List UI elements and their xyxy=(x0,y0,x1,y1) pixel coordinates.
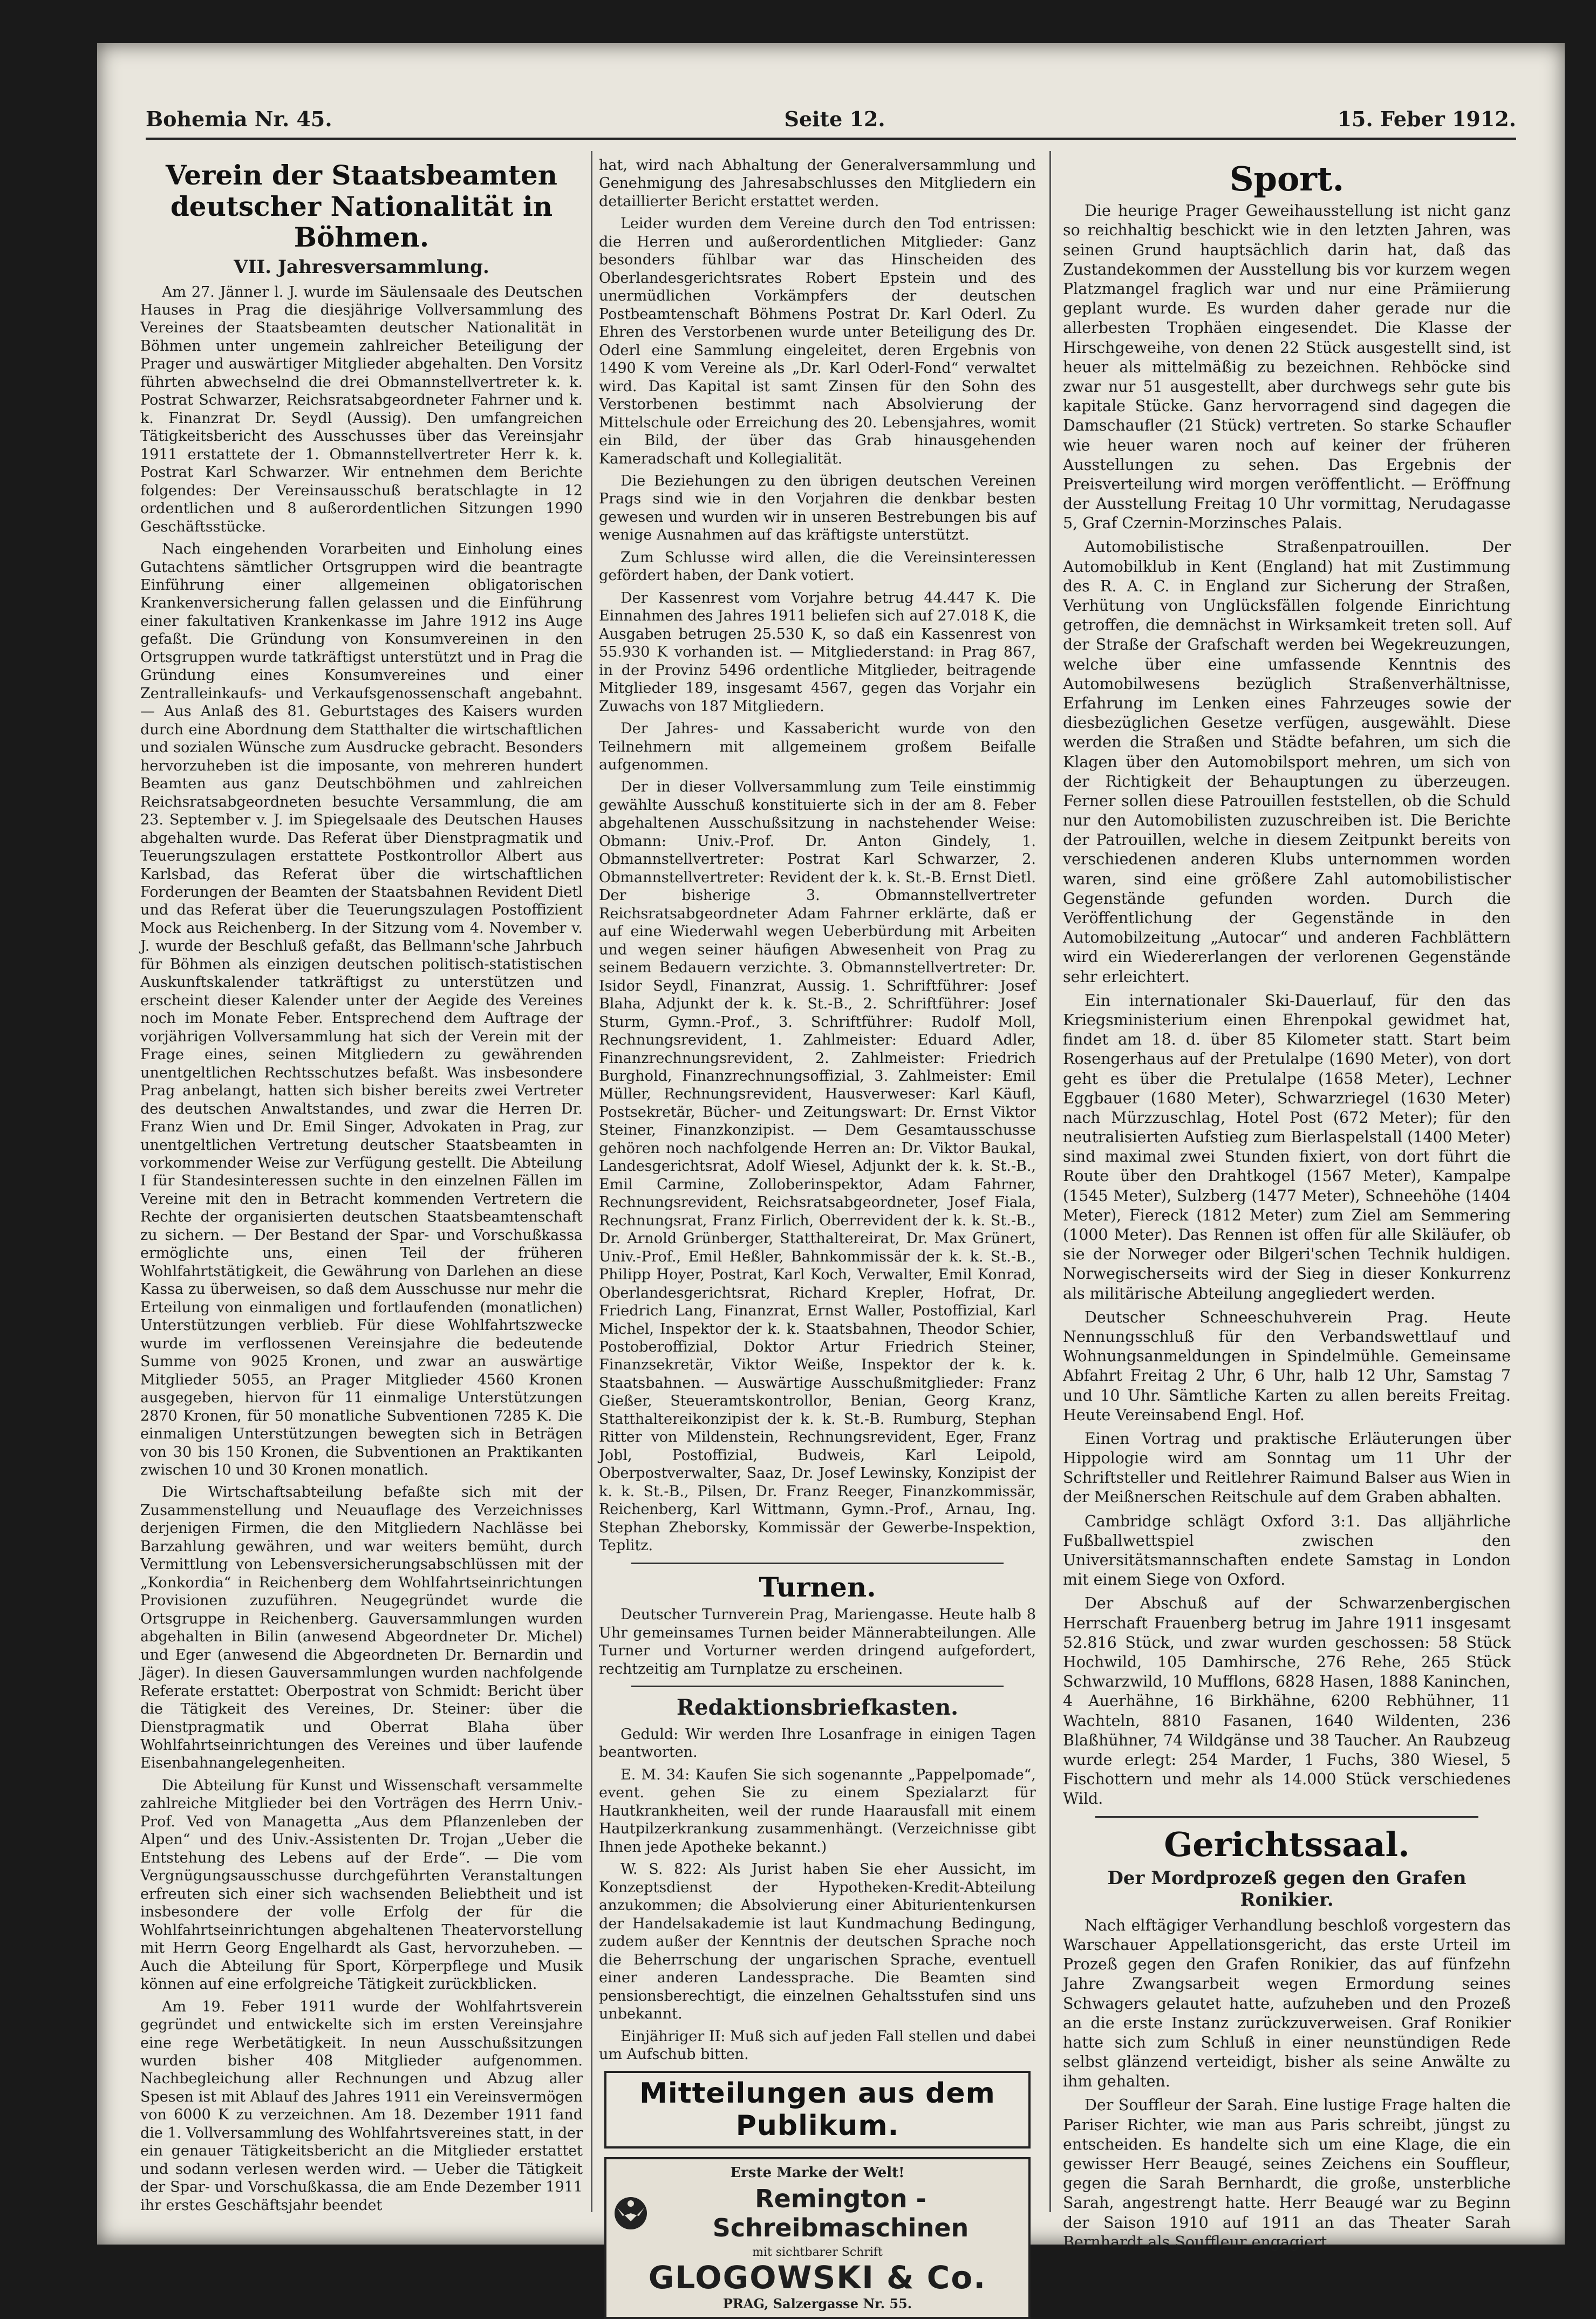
paragraph: Die Abteilung für Kunst und Wissenschaft versammelte zahlreiche Mitglieder bei den Vorträgen des Herrn Univ.-Prof. Ved von Managetta „Aus dem Pflanzenleben der Alpen“ und des Univ.-Assistenten Dr. Trojan „Ueber die Entstehung des Lebens auf der Erde“. — Die vom Vergnügungsausschusse durchgeführten Veranstaltungen erfreuten sich einer sich wachsenden Beliebtheit und ist insbesondere der volle Erfolg der für die Wohlfahrtseinrichtungen abgehaltenen Theatervorstellung mit Herrn Georg Engelhardt als Gast, hervorzuheben. — Auch die Abteilung für Sport, Körperpflege und Musik können auf eine erfolgreiche Tätigkeit zurückblicken. xyxy=(140,1777,583,1993)
ad-company: GLOGOWSKI & Co. xyxy=(648,2259,987,2296)
paragraph: Deutscher Turnverein Prag, Mariengasse. Heute halb 8 Uhr gemeinsames Turnen beider Männerabteilungen. Alle Turner und Vorturner werden dringend aufgefordert, rechtzeitig am Turnplatze zu erscheinen. xyxy=(599,1606,1036,1677)
page-header xyxy=(146,100,1516,140)
paragraph: Am 27. Jänner l. J. wurde im Säulensaale des Deutschen Hauses in Prag die diesjährige Vollversammlung des Vereines der Staatsbeamten deutscher Nationalität in Böhmen unter ungemein zahlreicher Beteiligung der Prager und auswärtiger Mitglieder abgehalten. Den Vorsitz führten abwechselnd die drei Obmannstellvertreter k. k. Postrat Schwarzer, Reichsratsabgeordneter Fahrner und k. k. Finanzrat Dr. Seydl (Aussig). Den umfangreichen Tätigkeitsbericht des Ausschusses über das Vereinsjahr 1911 erstattete der 1. Obmannstellvertreter Herr k. k. Postrat Karl Schwarzer. Wir entnehmen dem Berichte folgendes: Der Vereinsausschuß beratschlagte in 12 ordentlichen und 8 außerordentlichen Sitzungen 1990 Geschäftsstücke. xyxy=(140,283,583,535)
ad-feature: mit sichtbarer Schrift xyxy=(752,2246,883,2260)
section-title-sport: Sport. xyxy=(1229,159,1345,199)
paragraph: Die Wirtschaftsabteilung befaßte sich mit der Zusammenstellung und Neuauflage des Verzeichnisses derjenigen Firmen, die den Mitgliedern Nachlässe bei Barzahlung gewähren, und war weiters bemüht, durch Vermittlung von Lebensversicherungsabschlüssen mit der „Konkordia“ in Reichenberg dem Wohlfahrtseinrichtungen Provisionen zuzuführen. Neugegründet wurde die Ortsgruppe in Reichenberg. Gauversammlungen wurden abgehalten in Bilin (anwesend Abgeordneter Dr. Michel) und Eger (anwesend die Abgeordneten Dr. Bernardin und Jäger). In diesen Gauversammlungen wurden nachfolgende Referate erstattet: Oberpostrat von Schmidt: Bericht über die Tätigkeit des Vereines, Dr. Steiner: über die Dienstpragmatik und Oberrat Blaha über Wohlfahrtseinrichtungen des Vereines und über laufende Eisenbahnangelegenheiten. xyxy=(140,1484,583,1772)
paragraph: Einjähriger II: Muß sich auf jeden Fall stellen und dabei um Aufschub bitten. xyxy=(599,2028,1036,2063)
column-left xyxy=(140,156,583,2212)
paragraph: W. S. 822: Als Jurist haben Sie eher Aussicht, im Konzeptsdienst der Hypotheken-Kredit-Abteilung anzukommen; die Absolvierung einer Abiturientenkursen der Handelsakademie ist laut Kundmachung Bedingung, zudem außer der Kenntnis der deutschen Sprache noch die Beherrschung der ungarischen Sprache, eventuell einer anderen Landessprache. Die Beamten sind pensionsberechtigt, die einzelnen Gehaltsstufen sind uns unbekannt. xyxy=(599,1861,1036,2023)
article-subtitle: VII. Jahresversammlung. xyxy=(234,256,489,278)
divider xyxy=(631,1686,1004,1687)
paragraph: Geduld: Wir werden Ihre Losanfrage in einigen Tagen beantworten. xyxy=(599,1726,1036,1761)
section-title-gerichtssaal: Gerichtssaal. xyxy=(1164,1825,1410,1865)
paragraph: Deutscher Schneeschuhverein Prag. Heute Nennungsschluß für den Verbandswettlauf und Wohnungsanmeldungen in Spindelmühle. Gemeinsame Abfahrt Freitag 2 Uhr, 6 Uhr, halb 12 Uhr, Samstag 7 und 10 Uhr. Sämtliche Karten zu allen bereits Freitag. Heute Vereinsabend Engl. Hof. xyxy=(1063,1308,1511,1424)
paragraph: Nach elftägiger Verhandlung beschloß vorgestern das Warschauer Appellationsgericht, das erste Urteil im Prozeß gegen den Grafen Ronikier, das auf fünfzehn Jahre Zwangsarbeit wegen Ermordung seines Schwagers gelautet hatte, aufzuheben und den Prozeß an die erste Instanz zurückzuverweisen. Graf Ronikier hatte sich zum Schluß in einer neunstündigen Rede selbst glänzend verteidigt, bisher als seine Anwälte zu ihm gehalten. xyxy=(1063,1916,1511,2091)
mitteilungen-banner: Mitteilungen aus dem Publikum. xyxy=(604,2071,1031,2149)
paragraph: Die Beziehungen zu den übrigen deutschen Vereinen Prags sind wie in den Vorjahren die denkbar besten gewesen und wurden wir in unseren Bestrebungen bis auf wenige Ausnahmen auf das kräftigste unterstützt. xyxy=(599,472,1036,544)
paragraph: Cambridge schlägt Oxford 3:1. Das alljährliche Fußballwettspiel zwischen den Universitätsmannschaften endete Samstag in London mit einem Siege von Oxford. xyxy=(1063,1512,1511,1589)
header-newspaper: Bohemia Nr. 45. xyxy=(146,106,332,131)
paragraph: Zum Schlusse wird allen, die die Vereinsinteressen gefördert haben, der Dank votiert. xyxy=(599,549,1036,584)
divider xyxy=(1095,1816,1478,1818)
paragraph: Der in dieser Vollversammlung zum Teile einstimmig gewählte Ausschuß konstituierte sich in der am 8. Feber abgehaltenen Ausschußsitzung in nachstehender Weise: Obmann: Univ.-Prof. Dr. Anton Gindely, 1. Obmannstellvertreter: Postrat Karl Schwarzer, 2. Obmannstellvertreter: Revident der k. k. St.-B. Ernst Dietl. Der bisherige 3. Obmannstellvertreter Reichsratsabgeordneter Adam Fahrner erklärte, daß er auf eine Wiederwahl wegen Ueberbürdung mit Arbeiten und wegen seiner häufigen Abwesenheit von Prag zu seinem Bedauern verzichte. 3. Obmannstellvertreter: Dr. Isidor Seydl, Finanzrat, Aussig. 1. Schriftführer: Josef Blaha, Adjunkt der k. k. St.-B., 2. Schriftführer: Josef Sturm, Gymn.-Prof., 3. Schriftführer: Rudolf Moll, Rechnungsrevident, 1. Zahlmeister: Eduard Adler, Finanzrechnungsrevident, 2. Zahlmeister: Friedrich Burghold, Finanzrechnungsoffizial, 3. Zahlmeister: Emil Müller, Rechnungsrevident, Hausverweser: Karl Käufl, Postsekretär, Bücher- und Zeitungswart: Dr. Ernst Viktor Steiner, Finanzkonzipist. — Dem Gesamtausschusse gehören noch nachfolgende Herren an: Dr. Viktor Baukal, Landesgerichtsrat, Adolf Wiesel, Adjunkt der k. k. St.-B., Emil Carmine, Zolloberinspektor, Adam Fahrner, Rechnungsrevident, Reichsratsabgeordneter, Josef Fiala, Rechnungsrat, Franz Firlich, Oberrevident der k. k. St.-B., Dr. Arnold Grünberger, Statthaltereirat, Dr. Max Grünert, Univ.-Prof., Emil Heßler, Bahnkommissär der k. k. St.-B., Philipp Hoyer, Postrat, Karl Koch, Verwalter, Emil Konrad, Oberlandesgerichtsrat, Richard Krepler, Hofrat, Dr. Friedrich Lang, Finanzrat, Ernst Waller, Postoffizial, Karl Michel, Inspektor der k. k. Staatsbahnen, Theodor Schier, Postoberoffizial, Doktor Artur Friedrich Steiner, Finanzsekretär, Viktor Weiße, Inspektor der k. k. Staatsbahnen. — Auswärtige Ausschußmitglieder: Franz Gießer, Steueramtskontrollor, Benian, Georg Kranz, Statthaltereikonzipist der k. k. St.-B. Rumburg, Stephan Ritter von Mildenstein, Rechnungsrevident, Eger, Franz Jobl, Postoffizial, Budweis, Karl Leipold, Oberpostverwalter, Saaz, Dr. Josef Lewinsky, Konzipist der k. k. St.-B., Pilsen, Dr. Franz Reeger, Finanzkommissär, Reichenberg, Karl Wittmann, Gymn.-Prof., Arnau, Ing. Stephan Zheborsky, Kommissär der Gewerbe-Inspektion, Teplitz. xyxy=(599,779,1036,1554)
ad-tagline: Erste Marke der Welt! xyxy=(730,2165,905,2181)
ad-product: Remington - Schreibmaschinen xyxy=(712,2184,969,2243)
paragraph: Der Souffleur der Sarah. Eine lustige Frage halten die Pariser Richter, wie man aus Paris schreibt, jüngst zu entscheiden. Es handelte sich um eine Klage, die ein gewisser Herr Beaugé, seines Zeichens ein Souffleur, gegen die Sarah Bernhardt, die große, unsterbliche Sarah, angestrengt hatte. Herr Beaugé war zu Beginn der Saison 1910 auf 1911 an das Theater Sarah Bernhardt als Souffleur engagiert xyxy=(1063,2096,1511,2251)
section-title-turnen: Turnen. xyxy=(759,1571,876,1603)
column-right xyxy=(1063,156,1511,2251)
article-subtitle: Der Mordprozeß gegen den Grafen Ronikier. xyxy=(1107,1867,1467,1911)
column-middle xyxy=(599,156,1036,2312)
ad-address: PRAG, Salzergasse Nr. 55. xyxy=(722,2296,912,2312)
paragraph: Ein internationaler Ski-Dauerlauf, für den das Kriegsministerium einen Ehrenpokal gewidmet hat, findet am 18. d. über 85 Kilometer statt. Start beim Rosengerhaus auf der Pretulalpe (1690 Meter), von dort geht es über die Pretulalpe (1658 Meter), Lechner Eggbauer (1680 Meter), Schwarzriegel (1630 Meter) nach Mürzzuschlag, Hotel Post (672 Meter); für den neutralisierten Aufstieg zum Bierlaspelstall (1400 Meter) sind maximal zwei Stunden fixiert, von dort führt die Route über den Drahtkogel (1567 Meter), Kampalpe (1545 Meter), Sulzberg (1477 Meter), Schneehöhe (1404 Meter), Fiereck (1812 Meter) zum Ziel am Semmering (1000 Meter). Das Rennen ist offen für alle Skiläufer, ob sie der Norweger oder Bilgeri'schen Technik huldigen. Norwegischerseits wird der Sieg in dieser Konkurrenz als militärische Abteilung angegliedert werden. xyxy=(1063,991,1511,1302)
paragraph: Der Kassenrest vom Vorjahre betrug 44.447 K. Die Einnahmen des Jahres 1911 beliefen sich auf 27.018 K, die Ausgaben betrugen 25.530 K, so daß ein Kassenrest von 55.930 K vorhanden ist. — Mitgliederstand: in Prag 867, in der Provinz 5496 ordentliche Mitglieder, beitragende Mitglieder 189, insgesamt 4567, gegen das Vorjahr ein Zuwachs von 187 Mitgliedern. xyxy=(599,589,1036,715)
paragraph: Der Jahres- und Kassabericht wurde von den Teilnehmern mit allgemeinem großem Beifalle aufgenommen. xyxy=(599,720,1036,773)
paragraph: hat, wird nach Abhaltung der Generalversammlung und Genehmigung des Jahresabschlusses den Mitgliedern ein detaillierter Bericht erstattet werden. xyxy=(599,157,1036,210)
paragraph: E. M. 34: Kaufen Sie sich sogenannte „Pappelpomade“, event. gehen Sie zu einem Spezialarzt für Hautkrankheiten, weil der runde Haarausfall mit einem Hautpilzerkrankung zusammenhängt. (Verzeichnisse gibt Ihnen jede Apotheke bekannt.) xyxy=(599,1766,1036,1856)
article-title: Verein der Staatsbeamten deutscher Nationalität in Böhmen. xyxy=(165,159,558,253)
paragraph: Einen Vortrag und praktische Erläuterungen über Hippologie wird am Sonntag um 11 Uhr der Schriftsteller und Reitlehrer Raimund Balser aus Wien in der Meißnerschen Reitschule auf dem Graben abhalten. xyxy=(1063,1429,1511,1506)
paragraph: Am 19. Feber 1911 wurde der Wohlfahrtsverein gegründet und entwickelte sich im ersten Vereinsjahre eine rege Werbetätigkeit. In neun Ausschußsitzungen wurden bisher 408 Mitglieder aufgenommen. Nachbegleichung aller Rechnungen und Abzug aller Spesen ist mit Ablauf des Jahres 1911 ein Vereinsvermögen von 6000 K zu verzeichnen. Am 18. Dezember 1911 fand die 1. Vollversammlung des Wohlfahrtsvereines statt, in der ein genauer Tätigkeitsbericht an die Mitglieder erstattet und sodann verlesen werden wird. — Ueber die Tätigkeit der Spar- und Vorschußkassa, die am Ende Dezember 1911 ihr erstes Geschäftsjahr beendet xyxy=(140,1998,583,2214)
header-date: 15. Feber 1912. xyxy=(1337,106,1516,131)
section-title-briefkasten: Redaktionsbriefkasten. xyxy=(676,1695,959,1720)
paragraph: Die heurige Prager Geweihausstellung ist nicht ganz so reichhaltig beschickt wie in den letzten Jahren, was seinen Grund hauptsächlich darin hat, daß das Zustandekommen der Ausstellung bis vor kurzem wegen Platzmangel fraglich war und nur eine Prämiierung geplant wurde. Es wurden daher gerade nur die allerbesten Trophäen eingesendet. Die Klasse der Hirschgeweihe, von denen 22 Stück ausgestellt sind, ist heuer als mittelmäßig zu bezeichnen. Rehböcke sind zwar nur 51 ausgestellt, aber durchwegs sehr gute bis kapitale Stücke. Ganz hervorragend sind dagegen die Damschaufler (21 Stück) vertreten. So starke Schaufler wie heuer waren noch auf keiner der früheren Ausstellungen zu sehen. Das Ergebnis der Preisverteilung wird morgen veröffentlicht. — Eröffnung der Ausstellung Freitag 10 Uhr vormittag, Nerudagasse 5, Graf Czernin-Morzinsches Palais. xyxy=(1063,202,1511,533)
column-rule xyxy=(1049,151,1051,2212)
paragraph: Automobilistische Straßenpatrouillen. Der Automobilklub in Kent (England) hat mit Zustimmung des R. A. C. in England zur Sicherung der Straßen, Verhütung von Unglücksfällen folgende Einrichtung getroffen, die demnächst in Wirksamkeit treten soll. Auf der Straße der Grafschaft werden bei Wegekreuzungen, welche über eine umfassende Kenntnis des Automobilwesens bezüglich Straßenverhältnisse, Erfahrung im Lenken eines Fahrzeuges sowie der diesbezüglichen Gesetze verfügen, ausgewählt. Diese werden die Straßen und Städte befahren, um sich die Klagen über den Automobilsport mehren, um sich von der Richtigkeit der Behauptungen zu überzeugen. Ferner sollen diese Patrouillen feststellen, ob die Schuld nur den Automobilisten zuzuschreiben ist. Die Berichte der Patrouillen, welche in diesem Zeitpunkt bereits von verschiedenen anderen Klubs unternommen worden waren, sind eine größere Zahl automobilistischer Gegenstände gefunden worden. Durch die Veröffentlichung der Gegenstände in den Automobilzeitung „Autocar“ und anderen Fachblättern wird ein Wiedererlangen der verlorenen Gegenstände sehr erleichtert. xyxy=(1063,538,1511,986)
divider xyxy=(631,1563,1004,1564)
remington-advertisement xyxy=(604,2157,1031,2319)
newspaper-page xyxy=(97,43,1565,2312)
header-page-number: Seite 12. xyxy=(784,106,885,131)
paragraph: Nach eingehenden Vorarbeiten und Einholung eines Gutachtens sämtlicher Ortsgruppen wird die beantragte Einführung einer allgemeinen obligatorischen Krankenversicherung fallen gelassen und die Einführung einer fakultativen Krankenkasse im Jahre 1912 ins Auge gefaßt. Die Gründung von Konsumvereinen in den Ortsgruppen wurde tatkräftigst unterstützt und in Prag die Gründung eines Konsumvereines und einer Zentralleinkaufs- und Verkaufsgenossenschaft angebahnt. — Aus Anlaß des 81. Geburtstages des Kaisers wurden durch eine Abordnung dem Statthalter die wirtschaftlichen und sozialen Wünsche zum Ausdrucke gebracht. Besonders hervorzuheben ist die imposante, von mehreren hundert Beamten aus ganz Deutschböhmen und zahlreichen Reichsratsabgeordneten besuchte Versammlung, die am 23. September v. J. im Spiegelsaale des Deutschen Hauses abgehalten wurde. Das Referat über Dienstpragmatik und Teuerungszulagen erstattete Postkontrollor Albert aus Karlsbad, das Referat über die wirtschaftlichen Forderungen der Beamten der Staatsbahnen Revident Dietl und das Referat über die Teuerungszulagen Postoffizient Mock aus Reichenberg. In der Sitzung vom 4. November v. J. wurde der Beschluß gefaßt, das Bellmann'sche Jahrbuch für Böhmen als einzigen deutschen politisch-statistischen Auskunftskalender tatkräftigst zu unterstützen und erscheint dieser Kalender unter der Aegide des Vereines noch im Monate Feber. Entsprechend dem Auftrage der vorjährigen Vollversammlung hat sich der Verein mit der Frage eines, seinen Mitgliedern zu gewährenden unentgeltlichen Rechtsschutzes befaßt. Was insbesondere Prag anbelangt, hatten sich bisher bereits zwei Vertreter des deutschen Anwaltstandes, und zwar die Herren Dr. Franz Wien und Dr. Emil Singer, Advokaten in Prag, zur unentgeltlichen Vertretung deutscher Staatsbeamten in vorkommender Weise zur Verfügung gestellt. Die Abteilung I für Standesinteressen suchte in den einzelnen Fällen im Vereine mit den in Betracht kommenden Vertretern die Rechte der organisierten deutschen Staatsbeamtenschaft zu sichern. — Der Bestand der Spar- und Vorschußkassa ermöglichte uns, einen Teil der früheren Wohlfahrtstätigkeit, die Gewährung von Darlehen an diese Kassa zu überweisen, so daß dem Ausschusse nur mehr die Erteilung von einmaligen und fortlaufenden (monatlichen) Unterstützungen verblieb. Für diese Wohlfahrtszwecke wurde im verflossenen Vereinsjahre die bedeutende Summe von 9025 Kronen, und zwar an auswärtige Mitglieder 5055, an Prager Mitglieder 4560 Kronen ausgegeben, hiervon für 11 einmalige Unterstützungen 2870 Kronen, für 50 monatliche Subventionen 7285 K. Die einmaligen Unterstützungen bewegten sich in Beträgen von 30 bis 150 Kronen, die Subventionen an Praktikanten zwischen 10 und 30 Kronen monatlich. xyxy=(140,541,583,1478)
eagle-emblem-icon xyxy=(612,2192,650,2235)
paragraph: Der Abschuß auf der Schwarzenbergischen Herrschaft Frauenberg betrug im Jahre 1911 insgesamt 52.816 Stück, und zwar wurden geschossen: 58 Stück Hochwild, 105 Damhirsche, 276 Rehe, 265 Stück Schwarzwild, 10 Mufflons, 6828 Hasen, 1888 Kaninchen, 4 Auerhähne, 16 Birkhähne, 6200 Rebhühner, 11 Wachteln, 8810 Fasanen, 1640 Wildenten, 236 Blaßhühner, 74 Wildgänse und 38 Taucher. An Raubzeug wurde erlegt: 254 Marder, 1 Fuchs, 380 Wiesel, 5 Fischottern und mehr als 14.000 Stück verschiedenes Wild. xyxy=(1063,1594,1511,1808)
paragraph: Leider wurden dem Vereine durch den Tod entrissen: die Herren und außerordentlichen Mitglieder: Ganz besonders fühlbar war das Hinscheiden des Oberlandesgerichtsrates Robert Epstein und des unermüdlichen Vorkämpfers der deutschen Postbeamtenschaft Böhmens Postrat Dr. Karl Oderl. Zu Ehren des Verstorbenen wurde unter Beteiligung des Dr. Oderl eine Sammlung eingeleitet, deren Ergebnis von 1490 K vom Vereine als „Dr. Karl Oderl-Fond“ verwaltet wird. Das Kapital ist samt Zinsen für den Sohn des Verstorbenen bestimmt nach Absolvierung der Mittelschule oder Erreichung des 20. Lebensjahres, womit ein Bild, der über das Grab hinausgehenden Kameradschaft und Kollegialität. xyxy=(599,215,1036,467)
column-rule xyxy=(591,151,592,2212)
